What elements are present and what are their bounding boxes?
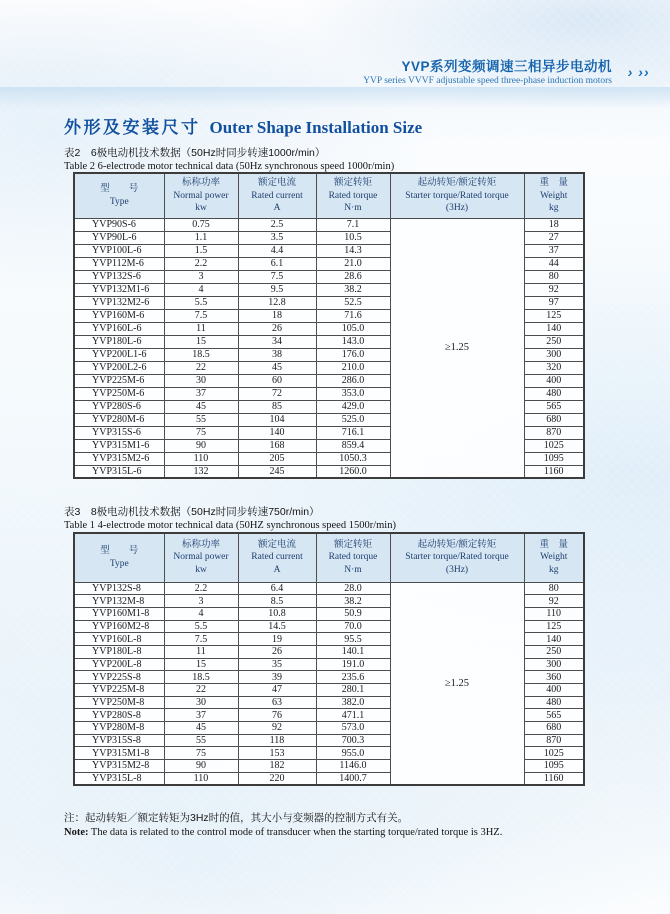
type-cell: YVP315M2-8 <box>74 760 164 773</box>
value-cell: 3.5 <box>238 231 316 244</box>
type-cell: YVP315M1-8 <box>74 747 164 760</box>
page-title-zh: 外形及安装尺寸 <box>64 118 201 137</box>
value-cell: 1160 <box>524 465 584 478</box>
value-cell: 18.5 <box>164 671 238 684</box>
column-header-3: 额定转矩 Rated torque N·m <box>316 173 390 218</box>
value-cell: 680 <box>524 722 584 735</box>
type-cell: YVP225M-8 <box>74 684 164 697</box>
table-row <box>74 218 584 231</box>
value-cell: 182 <box>238 760 316 773</box>
value-cell: 480 <box>524 387 584 400</box>
value-cell: 70.0 <box>316 620 390 633</box>
starter-torque-cell: ≥1.25 <box>390 582 524 785</box>
value-cell: 6.4 <box>238 582 316 595</box>
value-cell: 38.2 <box>316 283 390 296</box>
type-cell: YVP315L-8 <box>74 772 164 785</box>
table-caption-6pole <box>64 147 394 174</box>
value-cell: 90 <box>164 439 238 452</box>
value-cell: 97 <box>524 296 584 309</box>
value-cell: 8.5 <box>238 595 316 608</box>
value-cell: 191.0 <box>316 658 390 671</box>
value-cell: 52.5 <box>316 296 390 309</box>
value-cell: 680 <box>524 413 584 426</box>
value-cell: 104 <box>238 413 316 426</box>
value-cell: 11 <box>164 645 238 658</box>
type-cell: YVP250M-6 <box>74 387 164 400</box>
value-cell: 34 <box>238 335 316 348</box>
brand-header <box>363 55 612 86</box>
value-cell: 110 <box>524 607 584 620</box>
value-cell: 220 <box>238 772 316 785</box>
value-cell: 7.5 <box>238 270 316 283</box>
value-cell: 1.5 <box>164 244 238 257</box>
value-cell: 45 <box>238 361 316 374</box>
page-title-en: Outer Shape Installation Size <box>209 118 423 137</box>
value-cell: 125 <box>524 309 584 322</box>
value-cell: 245 <box>238 465 316 478</box>
value-cell: 132 <box>164 465 238 478</box>
value-cell: 21.0 <box>316 257 390 270</box>
value-cell: 15 <box>164 658 238 671</box>
value-cell: 110 <box>164 772 238 785</box>
value-cell: 11 <box>164 322 238 335</box>
value-cell: 235.6 <box>316 671 390 684</box>
value-cell: 205 <box>238 452 316 465</box>
value-cell: 1025 <box>524 439 584 452</box>
column-header-0: 型 号 Type <box>74 533 164 582</box>
brand-title-zh: YVP系列变频调速三相异步电动机 <box>401 59 612 74</box>
value-cell: 105.0 <box>316 322 390 335</box>
value-cell: 22 <box>164 684 238 697</box>
value-cell: 140 <box>238 426 316 439</box>
type-cell: YVP225M-6 <box>74 374 164 387</box>
brand-title-en: YVP series VVVF adjustable speed three-phase induction motors <box>363 76 612 86</box>
value-cell: 4.4 <box>238 244 316 257</box>
type-cell: YVP280M-8 <box>74 722 164 735</box>
value-cell: 1146.0 <box>316 760 390 773</box>
value-cell: 28.6 <box>316 270 390 283</box>
column-header-2: 额定电流 Rated current A <box>238 533 316 582</box>
value-cell: 95.5 <box>316 633 390 646</box>
value-cell: 1.1 <box>164 231 238 244</box>
value-cell: 6.1 <box>238 257 316 270</box>
value-cell: 4 <box>164 607 238 620</box>
table-caption-zh: 表2 6极电动机技术数据（50Hz时同步转速1000r/min） <box>64 147 326 159</box>
motor-data-table-8pole <box>73 532 585 786</box>
value-cell: 0.75 <box>164 218 238 231</box>
page-title <box>64 113 422 138</box>
footnote <box>64 811 502 840</box>
value-cell: 429.0 <box>316 400 390 413</box>
value-cell: 72 <box>238 387 316 400</box>
type-cell: YVP200L-8 <box>74 658 164 671</box>
value-cell: 75 <box>164 747 238 760</box>
value-cell: 250 <box>524 335 584 348</box>
value-cell: 38.2 <box>316 595 390 608</box>
table-caption-zh: 表3 8极电动机技术数据（50Hz时同步转速750r/min） <box>64 506 320 518</box>
value-cell: 300 <box>524 348 584 361</box>
value-cell: 44 <box>524 257 584 270</box>
value-cell: 573.0 <box>316 722 390 735</box>
value-cell: 92 <box>524 283 584 296</box>
footnote-en-text: The data is related to the control mode of transducer when the starting torque/rated torque is 3HZ. <box>88 826 503 838</box>
type-cell: YVP180L-8 <box>74 645 164 658</box>
value-cell: 3 <box>164 595 238 608</box>
value-cell: 35 <box>238 658 316 671</box>
chevron-arrows-icon: › ›› <box>626 64 652 80</box>
type-cell: YVP90L-6 <box>74 231 164 244</box>
type-cell: YVP132S-6 <box>74 270 164 283</box>
value-cell: 2.2 <box>164 257 238 270</box>
value-cell: 1160 <box>524 772 584 785</box>
type-cell: YVP132S-8 <box>74 582 164 595</box>
value-cell: 525.0 <box>316 413 390 426</box>
value-cell: 27 <box>524 231 584 244</box>
value-cell: 870 <box>524 734 584 747</box>
type-cell: YVP280M-6 <box>74 413 164 426</box>
type-cell: YVP160L-8 <box>74 633 164 646</box>
value-cell: 55 <box>164 413 238 426</box>
value-cell: 14.5 <box>238 620 316 633</box>
value-cell: 75 <box>164 426 238 439</box>
value-cell: 360 <box>524 671 584 684</box>
value-cell: 140 <box>524 322 584 335</box>
value-cell: 140 <box>524 633 584 646</box>
value-cell: 7.1 <box>316 218 390 231</box>
value-cell: 2.5 <box>238 218 316 231</box>
value-cell: 859.4 <box>316 439 390 452</box>
value-cell: 92 <box>524 595 584 608</box>
value-cell: 90 <box>164 760 238 773</box>
value-cell: 38 <box>238 348 316 361</box>
value-cell: 47 <box>238 684 316 697</box>
type-cell: YVP180L-6 <box>74 335 164 348</box>
value-cell: 168 <box>238 439 316 452</box>
value-cell: 45 <box>164 400 238 413</box>
value-cell: 1260.0 <box>316 465 390 478</box>
value-cell: 143.0 <box>316 335 390 348</box>
value-cell: 1095 <box>524 452 584 465</box>
column-header-4: 起动转矩/额定转矩 Starter torque/Rated torque (3Hz) <box>390 173 524 218</box>
type-cell: YVP160M1-8 <box>74 607 164 620</box>
value-cell: 320 <box>524 361 584 374</box>
column-header-0: 型 号 Type <box>74 173 164 218</box>
value-cell: 400 <box>524 684 584 697</box>
value-cell: 118 <box>238 734 316 747</box>
type-cell: YVP132M1-6 <box>74 283 164 296</box>
value-cell: 7.5 <box>164 309 238 322</box>
value-cell: 4 <box>164 283 238 296</box>
column-header-5: 重 量 Weight kg <box>524 533 584 582</box>
value-cell: 37 <box>164 709 238 722</box>
type-cell: YVP315L-6 <box>74 465 164 478</box>
type-cell: YVP160M2-8 <box>74 620 164 633</box>
table-caption-en: Table 1 4-electrode motor technical data (50HZ synchronous speed 1500r/min) <box>64 520 396 532</box>
value-cell: 955.0 <box>316 747 390 760</box>
value-cell: 382.0 <box>316 696 390 709</box>
value-cell: 26 <box>238 322 316 335</box>
value-cell: 39 <box>238 671 316 684</box>
value-cell: 1400.7 <box>316 772 390 785</box>
value-cell: 63 <box>238 696 316 709</box>
type-cell: YVP250M-8 <box>74 696 164 709</box>
type-cell: YVP280S-8 <box>74 709 164 722</box>
type-cell: YVP200L2-6 <box>74 361 164 374</box>
value-cell: 280.1 <box>316 684 390 697</box>
value-cell: 3 <box>164 270 238 283</box>
value-cell: 71.6 <box>316 309 390 322</box>
value-cell: 1095 <box>524 760 584 773</box>
type-cell: YVP160M-6 <box>74 309 164 322</box>
value-cell: 45 <box>164 722 238 735</box>
value-cell: 176.0 <box>316 348 390 361</box>
footnote-en <box>64 826 502 841</box>
type-cell: YVP315M2-6 <box>74 452 164 465</box>
value-cell: 26 <box>238 645 316 658</box>
type-cell: YVP160L-6 <box>74 322 164 335</box>
value-cell: 37 <box>164 387 238 400</box>
value-cell: 92 <box>238 722 316 735</box>
value-cell: 10.5 <box>316 231 390 244</box>
value-cell: 1050.3 <box>316 452 390 465</box>
value-cell: 18.5 <box>164 348 238 361</box>
column-header-5: 重 量 Weight kg <box>524 173 584 218</box>
type-cell: YVP280S-6 <box>74 400 164 413</box>
value-cell: 210.0 <box>316 361 390 374</box>
value-cell: 125 <box>524 620 584 633</box>
value-cell: 700.3 <box>316 734 390 747</box>
column-header-1: 标称功率 Normal power kw <box>164 173 238 218</box>
value-cell: 140.1 <box>316 645 390 658</box>
value-cell: 2.2 <box>164 582 238 595</box>
value-cell: 716.1 <box>316 426 390 439</box>
header-row <box>74 173 584 218</box>
value-cell: 85 <box>238 400 316 413</box>
type-cell: YVP132M-8 <box>74 595 164 608</box>
value-cell: 18 <box>238 309 316 322</box>
type-cell: YVP100L-6 <box>74 244 164 257</box>
type-cell: YVP112M-6 <box>74 257 164 270</box>
starter-torque-cell: ≥1.25 <box>390 218 524 478</box>
value-cell: 480 <box>524 696 584 709</box>
value-cell: 37 <box>524 244 584 257</box>
value-cell: 7.5 <box>164 633 238 646</box>
header-gradient-band <box>0 87 670 109</box>
value-cell: 15 <box>164 335 238 348</box>
value-cell: 60 <box>238 374 316 387</box>
column-header-1: 标称功率 Normal power kw <box>164 533 238 582</box>
value-cell: 565 <box>524 709 584 722</box>
value-cell: 250 <box>524 645 584 658</box>
value-cell: 110 <box>164 452 238 465</box>
type-cell: YVP132M2-6 <box>74 296 164 309</box>
table-caption-8pole <box>64 506 396 533</box>
value-cell: 300 <box>524 658 584 671</box>
value-cell: 12.8 <box>238 296 316 309</box>
footnote-zh: 注：起动转矩／额定转矩为3Hz时的值，其大小与变频器的控制方式有关。 <box>64 812 409 824</box>
value-cell: 565 <box>524 400 584 413</box>
value-cell: 55 <box>164 734 238 747</box>
footnote-label: Note: <box>64 826 89 838</box>
type-cell: YVP315M1-6 <box>74 439 164 452</box>
column-header-3: 额定转矩 Rated torque N·m <box>316 533 390 582</box>
value-cell: 19 <box>238 633 316 646</box>
type-cell: YVP315S-6 <box>74 426 164 439</box>
value-cell: 1025 <box>524 747 584 760</box>
value-cell: 80 <box>524 582 584 595</box>
value-cell: 28.0 <box>316 582 390 595</box>
value-cell: 471.1 <box>316 709 390 722</box>
type-cell: YVP315S-8 <box>74 734 164 747</box>
type-cell: YVP90S-6 <box>74 218 164 231</box>
value-cell: 400 <box>524 374 584 387</box>
value-cell: 153 <box>238 747 316 760</box>
column-header-4: 起动转矩/额定转矩 Starter torque/Rated torque (3Hz) <box>390 533 524 582</box>
value-cell: 30 <box>164 374 238 387</box>
value-cell: 30 <box>164 696 238 709</box>
value-cell: 14.3 <box>316 244 390 257</box>
value-cell: 50.9 <box>316 607 390 620</box>
value-cell: 76 <box>238 709 316 722</box>
value-cell: 9.5 <box>238 283 316 296</box>
value-cell: 870 <box>524 426 584 439</box>
value-cell: 18 <box>524 218 584 231</box>
value-cell: 5.5 <box>164 620 238 633</box>
value-cell: 10.8 <box>238 607 316 620</box>
value-cell: 5.5 <box>164 296 238 309</box>
type-cell: YVP225S-8 <box>74 671 164 684</box>
table-row <box>74 582 584 595</box>
value-cell: 353.0 <box>316 387 390 400</box>
value-cell: 286.0 <box>316 374 390 387</box>
motor-data-table-6pole <box>73 172 585 479</box>
table-caption-en: Table 2 6-electrode motor technical data (50Hz synchronous speed 1000r/min) <box>64 161 395 173</box>
header-row <box>74 533 584 582</box>
column-header-2: 额定电流 Rated current A <box>238 173 316 218</box>
type-cell: YVP200L1-6 <box>74 348 164 361</box>
value-cell: 80 <box>524 270 584 283</box>
value-cell: 22 <box>164 361 238 374</box>
